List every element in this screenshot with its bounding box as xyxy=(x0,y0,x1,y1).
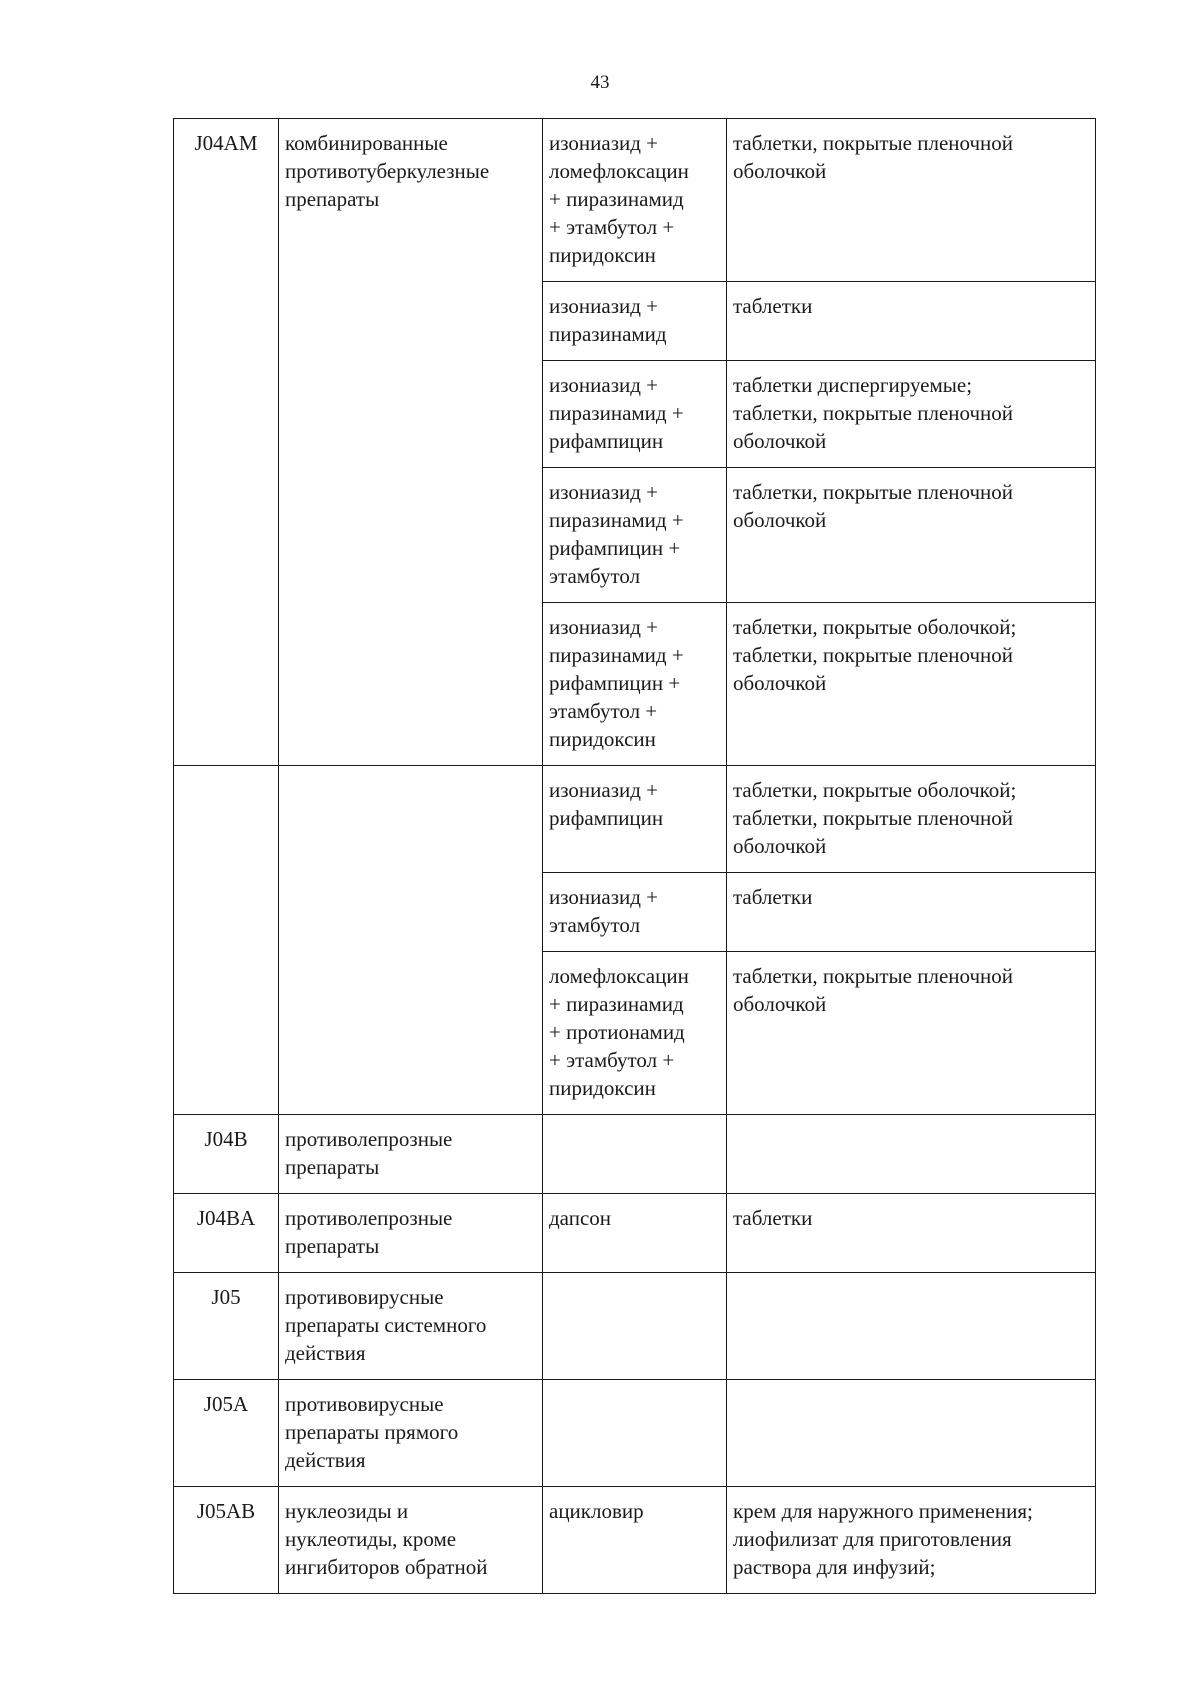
atc-code: J05 xyxy=(211,1285,241,1309)
group-line: противолепрозные xyxy=(285,1127,453,1151)
group-cell xyxy=(279,766,543,1115)
group-cell xyxy=(279,1194,543,1273)
table-row xyxy=(174,119,1096,282)
substance-line: + этамбутол + xyxy=(549,215,675,239)
forms-line: таблетки, покрытые пленочной xyxy=(733,401,1014,425)
forms-cell xyxy=(727,952,1096,1115)
forms-line: раствора для инфузий; xyxy=(733,1555,936,1579)
forms-cell xyxy=(727,603,1096,766)
table-row xyxy=(174,1115,1096,1194)
forms-cell xyxy=(727,1273,1096,1380)
forms-cell xyxy=(727,1487,1096,1594)
substance-line: изониазид + xyxy=(549,294,659,318)
group-line: действия xyxy=(285,1448,366,1472)
substance-line: изониазид + xyxy=(549,615,659,639)
atc-code-cell xyxy=(174,1273,279,1380)
substance-line: пиразинамид + xyxy=(549,643,684,667)
atc-code-cell xyxy=(174,119,279,766)
substance-line: пиридоксин xyxy=(549,1076,656,1100)
page-number: 43 xyxy=(590,72,610,93)
substance-line: рифампицин xyxy=(549,429,664,453)
substance-line: + протионамид xyxy=(549,1020,685,1044)
substance-line: ломефлоксацин xyxy=(549,964,689,988)
group-cell xyxy=(279,1380,543,1487)
substance-cell xyxy=(543,119,727,282)
substance-cell xyxy=(543,468,727,603)
group-line: ингибиторов обратной xyxy=(285,1555,488,1579)
table-row xyxy=(174,766,1096,873)
group-line: противовирусные xyxy=(285,1392,444,1416)
forms-line: оболочкой xyxy=(733,671,827,695)
atc-code-cell xyxy=(174,1487,279,1594)
substance-line: пиридоксин xyxy=(549,243,656,267)
table-row xyxy=(174,1194,1096,1273)
table-row xyxy=(174,1380,1096,1487)
group-line: комбинированные xyxy=(285,131,448,155)
substance-cell xyxy=(543,361,727,468)
substance-line: этамбутол xyxy=(549,564,641,588)
group-cell xyxy=(279,1487,543,1594)
forms-cell xyxy=(727,1380,1096,1487)
forms-cell xyxy=(727,766,1096,873)
substance-cell xyxy=(543,766,727,873)
group-line: препараты xyxy=(285,187,380,211)
substance-line: пиразинамид + xyxy=(549,401,684,425)
substance-line: дапсон xyxy=(549,1206,612,1230)
substance-line: этамбутол xyxy=(549,913,641,937)
substance-cell xyxy=(543,1273,727,1380)
group-line: препараты системного xyxy=(285,1313,487,1337)
group-line: противовирусные xyxy=(285,1285,444,1309)
forms-line: таблетки, покрытые пленочной xyxy=(733,964,1014,988)
group-line: препараты xyxy=(285,1234,380,1258)
group-line: нуклеотиды, кроме xyxy=(285,1527,457,1551)
forms-line: таблетки, покрытые оболочкой; xyxy=(733,778,1017,802)
forms-line: таблетки, покрытые оболочкой; xyxy=(733,615,1017,639)
atc-code-cell xyxy=(174,1194,279,1273)
substance-line: рифампицин + xyxy=(549,536,681,560)
forms-line: таблетки, покрытые пленочной xyxy=(733,131,1014,155)
group-cell xyxy=(279,1273,543,1380)
substance-line: рифампицин + xyxy=(549,671,681,695)
group-line: препараты xyxy=(285,1155,380,1179)
substance-cell xyxy=(543,603,727,766)
forms-line: таблетки, покрытые пленочной xyxy=(733,806,1014,830)
substance-line: изониазид + xyxy=(549,885,659,909)
forms-line: таблетки xyxy=(733,885,813,909)
group-cell xyxy=(279,1115,543,1194)
forms-cell xyxy=(727,873,1096,952)
atc-code-cell xyxy=(174,766,279,1115)
atc-code: J04BA xyxy=(196,1206,256,1230)
forms-cell xyxy=(727,282,1096,361)
substance-line: пиразинамид xyxy=(549,322,667,346)
forms-cell xyxy=(727,361,1096,468)
atc-code-cell xyxy=(174,1380,279,1487)
substance-line: рифампицин xyxy=(549,806,664,830)
atc-code: J04AM xyxy=(194,131,258,155)
forms-line: таблетки, покрытые пленочной xyxy=(733,480,1014,504)
table-row xyxy=(174,1487,1096,1594)
drug-table xyxy=(173,118,1096,1594)
substance-line: изониазид + xyxy=(549,373,659,397)
substance-line: + этамбутол + xyxy=(549,1048,675,1072)
substance-line: изониазид + xyxy=(549,131,659,155)
substance-line: этамбутол + xyxy=(549,699,658,723)
forms-line: лиофилизат для приготовления xyxy=(733,1527,1012,1551)
atc-code: J05A xyxy=(203,1392,249,1416)
substance-line: ломефлоксацин xyxy=(549,159,689,183)
substance-line: + пиразинамид xyxy=(549,992,684,1016)
forms-cell xyxy=(727,468,1096,603)
substance-cell xyxy=(543,1487,727,1594)
group-line: действия xyxy=(285,1341,366,1365)
forms-line: оболочкой xyxy=(733,159,827,183)
substance-cell xyxy=(543,1380,727,1487)
substance-cell xyxy=(543,873,727,952)
group-line: противолепрозные xyxy=(285,1206,453,1230)
atc-code-cell xyxy=(174,1115,279,1194)
substance-line: пиридоксин xyxy=(549,727,656,751)
forms-cell xyxy=(727,119,1096,282)
substance-cell xyxy=(543,1115,727,1194)
group-line: препараты прямого xyxy=(285,1420,459,1444)
substance-line: ацикловир xyxy=(549,1499,644,1523)
group-cell xyxy=(279,119,543,766)
forms-line: оболочкой xyxy=(733,508,827,532)
table-row xyxy=(174,1273,1096,1380)
atc-code: J04B xyxy=(204,1127,248,1151)
group-line: противотуберкулезные xyxy=(285,159,490,183)
forms-cell xyxy=(727,1194,1096,1273)
substance-cell xyxy=(543,1194,727,1273)
forms-line: оболочкой xyxy=(733,429,827,453)
group-line: нуклеозиды и xyxy=(285,1499,409,1523)
forms-line: таблетки xyxy=(733,294,813,318)
substance-line: + пиразинамид xyxy=(549,187,684,211)
forms-line: оболочкой xyxy=(733,834,827,858)
substance-line: изониазид + xyxy=(549,480,659,504)
forms-line: крем для наружного применения; xyxy=(733,1499,1033,1523)
forms-cell xyxy=(727,1115,1096,1194)
forms-line: таблетки xyxy=(733,1206,813,1230)
substance-line: изониазид + xyxy=(549,778,659,802)
forms-line: таблетки, покрытые пленочной xyxy=(733,643,1014,667)
substance-cell xyxy=(543,282,727,361)
forms-line: оболочкой xyxy=(733,992,827,1016)
substance-cell xyxy=(543,952,727,1115)
forms-line: таблетки диспергируемые; xyxy=(733,373,973,397)
atc-code: J05AB xyxy=(196,1499,256,1523)
substance-line: пиразинамид + xyxy=(549,508,684,532)
